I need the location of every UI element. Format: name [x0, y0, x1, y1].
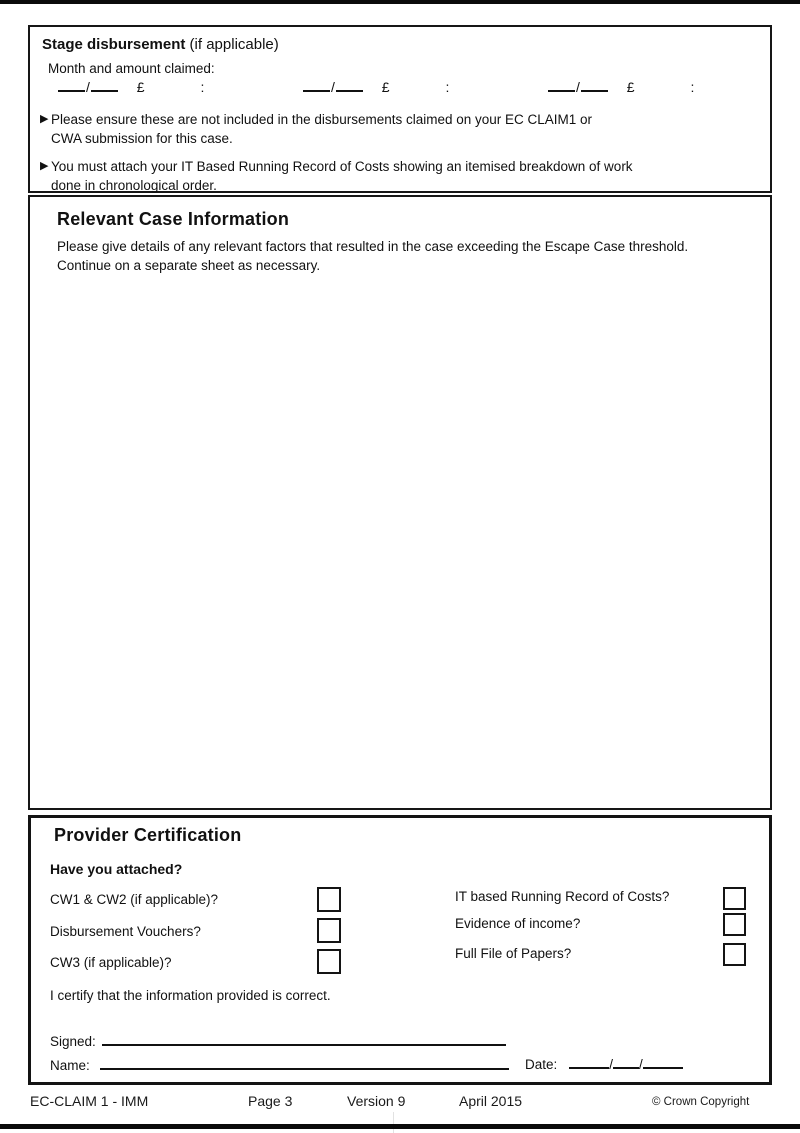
month-field-1b[interactable] — [91, 79, 118, 92]
claim-entry-2 — [303, 79, 449, 95]
note-line: CWA submission for this case. — [51, 131, 233, 146]
amount-colon: : — [445, 79, 450, 95]
date-slash: / — [609, 1057, 614, 1072]
page-bottom-edge — [0, 1124, 800, 1129]
name-row — [50, 1056, 509, 1075]
claim-slash: / — [331, 79, 335, 95]
have-you-attached-label: Have you attached? — [50, 861, 183, 877]
note-text — [51, 110, 592, 148]
footer-page-number: Page 3 — [248, 1093, 293, 1109]
footer-form-id: EC-CLAIM 1 - IMM — [30, 1093, 149, 1109]
signed-signature-line[interactable] — [102, 1032, 506, 1046]
footer-version: Version 9 — [347, 1093, 406, 1109]
month-field-1a[interactable] — [58, 79, 85, 92]
certify-statement: I certify that the information provided is correct. — [50, 988, 331, 1003]
claim-slash: / — [576, 79, 580, 95]
scan-artifact-line — [393, 1112, 394, 1133]
stage-disbursement-notes — [42, 110, 758, 195]
relevant-case-instructions: Please give details of any relevant factors that resulted in the case exceeding the Escape Case threshold. Continue on a separate sheet as necessary. — [57, 239, 696, 273]
footer-date: April 2015 — [459, 1093, 523, 1109]
month-field-2b[interactable] — [336, 79, 363, 92]
claim-entry-3 — [548, 79, 694, 95]
amount-colon: : — [690, 79, 695, 95]
label-full-file-of-papers: Full File of Papers? — [455, 946, 572, 961]
date-label: Date: — [525, 1057, 558, 1072]
name-entry-line[interactable] — [100, 1056, 509, 1070]
label-cw3: CW3 (if applicable)? — [50, 955, 172, 970]
checkbox-cw1-cw2[interactable] — [317, 887, 341, 912]
stage-disbursement-section — [28, 25, 772, 193]
month-field-2a[interactable] — [303, 79, 330, 92]
stage-disbursement-title-suffix: (if applicable) — [185, 36, 279, 53]
checkbox-cw3[interactable] — [317, 949, 341, 974]
bullet-triangle-icon: ▶ — [40, 160, 49, 172]
amount-colon: : — [200, 79, 205, 95]
page-top-edge — [0, 0, 800, 4]
date-slash: / — [639, 1057, 643, 1072]
relevant-case-section — [28, 195, 772, 810]
provider-certification-section — [28, 815, 772, 1085]
note-line: You must attach your IT Based Running Record of Costs showing an itemised breakdown of work — [51, 159, 633, 174]
checkbox-full-file-of-papers[interactable] — [723, 943, 746, 966]
date-row — [525, 1056, 683, 1072]
pound-symbol: £ — [136, 79, 145, 95]
bullet-triangle-icon: ▶ — [40, 113, 49, 125]
checkbox-disbursement-vouchers[interactable] — [317, 918, 341, 943]
footer-copyright: © Crown Copyright — [652, 1096, 750, 1108]
date-year-field[interactable] — [643, 1056, 683, 1069]
checkbox-it-running-record[interactable] — [723, 887, 746, 910]
signed-row — [50, 1032, 506, 1051]
date-day-field[interactable] — [569, 1056, 609, 1069]
case-details-input-area[interactable] — [32, 287, 768, 805]
date-month-field[interactable] — [613, 1056, 639, 1069]
month-field-3a[interactable] — [548, 79, 575, 92]
stage-disbursement-heading — [42, 36, 758, 54]
relevant-case-title: Relevant Case Information — [57, 209, 290, 229]
label-disbursement-vouchers: Disbursement Vouchers? — [50, 924, 201, 939]
name-label: Name: — [50, 1058, 90, 1073]
month-field-3b[interactable] — [581, 79, 608, 92]
month-amount-claimed-label: Month and amount claimed: — [48, 61, 215, 76]
provider-certification-title: Provider Certification — [54, 825, 242, 845]
note-line: done in chronological order. — [51, 178, 217, 193]
claim-slash: / — [86, 79, 90, 95]
note-item — [40, 157, 758, 195]
stage-disbursement-title: Stage disbursement — [42, 36, 186, 53]
label-it-running-record: IT based Running Record of Costs? — [455, 889, 670, 904]
label-cw1-cw2: CW1 & CW2 (if applicable)? — [50, 892, 219, 907]
pound-symbol: £ — [626, 79, 635, 95]
signed-label: Signed: — [50, 1034, 96, 1049]
note-line: Please ensure these are not included in the disbursements claimed on your EC CLAIM1 or — [51, 112, 593, 127]
label-evidence-of-income: Evidence of income? — [455, 916, 581, 931]
claim-entry-1 — [58, 79, 204, 95]
checkbox-evidence-of-income[interactable] — [723, 913, 746, 936]
note-text — [51, 157, 633, 195]
claim-entry-row — [42, 79, 758, 101]
pound-symbol: £ — [381, 79, 390, 95]
note-item — [40, 110, 758, 148]
